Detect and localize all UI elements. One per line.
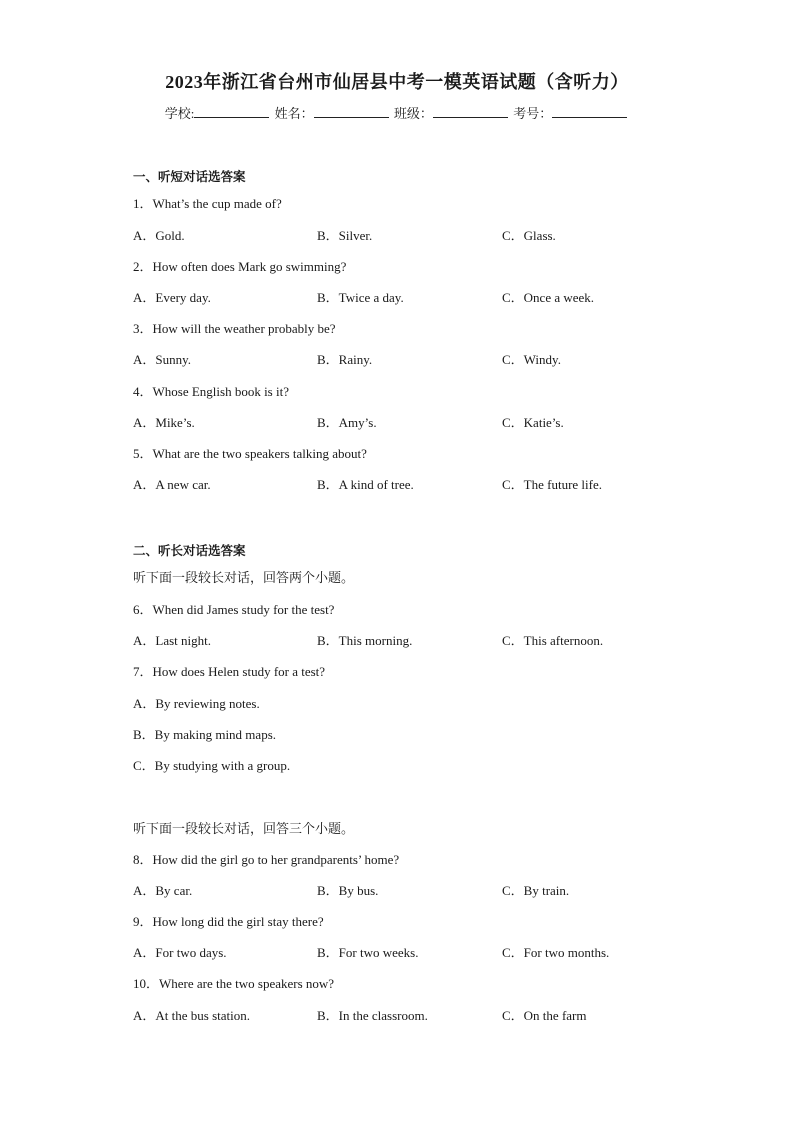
q2-option-a: A．Every day. bbox=[133, 290, 211, 305]
q7-option-a: A．By reviewing notes. bbox=[133, 696, 260, 711]
student-info-line bbox=[0, 103, 794, 122]
question-8: 8．How did the girl go to her grandparents’ home? bbox=[133, 852, 400, 867]
q7-option-c: C．By studying with a group. bbox=[133, 758, 291, 773]
name-blank[interactable] bbox=[314, 105, 389, 118]
q9-option-b: B．For two weeks. bbox=[317, 945, 419, 960]
question-2: 2．How often does Mark go swimming? bbox=[133, 259, 347, 274]
exam-number-label: 考号： bbox=[513, 106, 553, 121]
q3-option-a: A．Sunny. bbox=[133, 352, 192, 367]
q1-option-a: A．Gold. bbox=[133, 228, 185, 243]
document-title: 2023年浙江省台州市仙居县中考一模英语试题（含听力） bbox=[165, 72, 629, 92]
section-1-heading: 一、听短对话选答案 bbox=[133, 170, 246, 184]
q3-option-b: B．Rainy. bbox=[317, 352, 373, 367]
q10-option-a: A．At the bus station. bbox=[133, 1008, 250, 1023]
section-2-intro-1: 听下面一段较长对话，回答两个小题。 bbox=[133, 570, 355, 585]
q10-option-b: B．In the classroom. bbox=[317, 1008, 428, 1023]
question-9: 9．How long did the girl stay there? bbox=[133, 914, 324, 929]
question-6: 6．When did James study for the test? bbox=[133, 602, 335, 617]
school-label: 学校: bbox=[164, 106, 195, 121]
question-3: 3．How will the weather probably be? bbox=[133, 321, 336, 336]
q4-option-a: A．Mike’s. bbox=[133, 415, 195, 430]
q6-option-c: C．This afternoon. bbox=[502, 633, 604, 648]
q9-option-c: C．For two months. bbox=[502, 945, 610, 960]
question-4: 4．Whose English book is it? bbox=[133, 384, 289, 399]
q6-option-a: A．Last night. bbox=[133, 633, 211, 648]
section-2-intro-2: 听下面一段较长对话，回答三个小题。 bbox=[133, 821, 355, 836]
q10-option-c: C．On the farm bbox=[502, 1008, 587, 1023]
q7-option-b: B．By making mind maps. bbox=[133, 727, 277, 742]
q5-option-c: C．The future life. bbox=[502, 477, 602, 492]
q9-option-a: A．For two days. bbox=[133, 945, 227, 960]
q1-option-c: C．Glass. bbox=[502, 228, 556, 243]
q2-option-b: B．Twice a day. bbox=[317, 290, 404, 305]
question-5: 5．What are the two speakers talking about? bbox=[133, 446, 367, 461]
q4-option-b: B．Amy’s. bbox=[317, 415, 377, 430]
q8-option-a: A．By car. bbox=[133, 883, 193, 898]
q2-option-c: C．Once a week. bbox=[502, 290, 595, 305]
q1-option-b: B．Silver. bbox=[317, 228, 373, 243]
class-label: 班级： bbox=[393, 106, 433, 121]
question-1: 1．What’s the cup made of? bbox=[133, 196, 282, 211]
question-10: 10．Where are the two speakers now? bbox=[133, 976, 335, 991]
q4-option-c: C．Katie’s. bbox=[502, 415, 564, 430]
section-2-heading: 二、听长对话选答案 bbox=[133, 544, 246, 558]
name-label: 姓名： bbox=[274, 106, 314, 121]
q5-option-b: B．A kind of tree. bbox=[317, 477, 414, 492]
q6-option-b: B．This morning. bbox=[317, 633, 413, 648]
q5-option-a: A．A new car. bbox=[133, 477, 211, 492]
exam-number-blank[interactable] bbox=[552, 105, 627, 118]
class-blank[interactable] bbox=[433, 105, 508, 118]
school-blank[interactable] bbox=[194, 105, 269, 118]
question-7: 7．How does Helen study for a test? bbox=[133, 664, 326, 679]
q3-option-c: C．Windy. bbox=[502, 352, 561, 367]
q8-option-c: C．By train. bbox=[502, 883, 570, 898]
q8-option-b: B．By bus. bbox=[317, 883, 379, 898]
